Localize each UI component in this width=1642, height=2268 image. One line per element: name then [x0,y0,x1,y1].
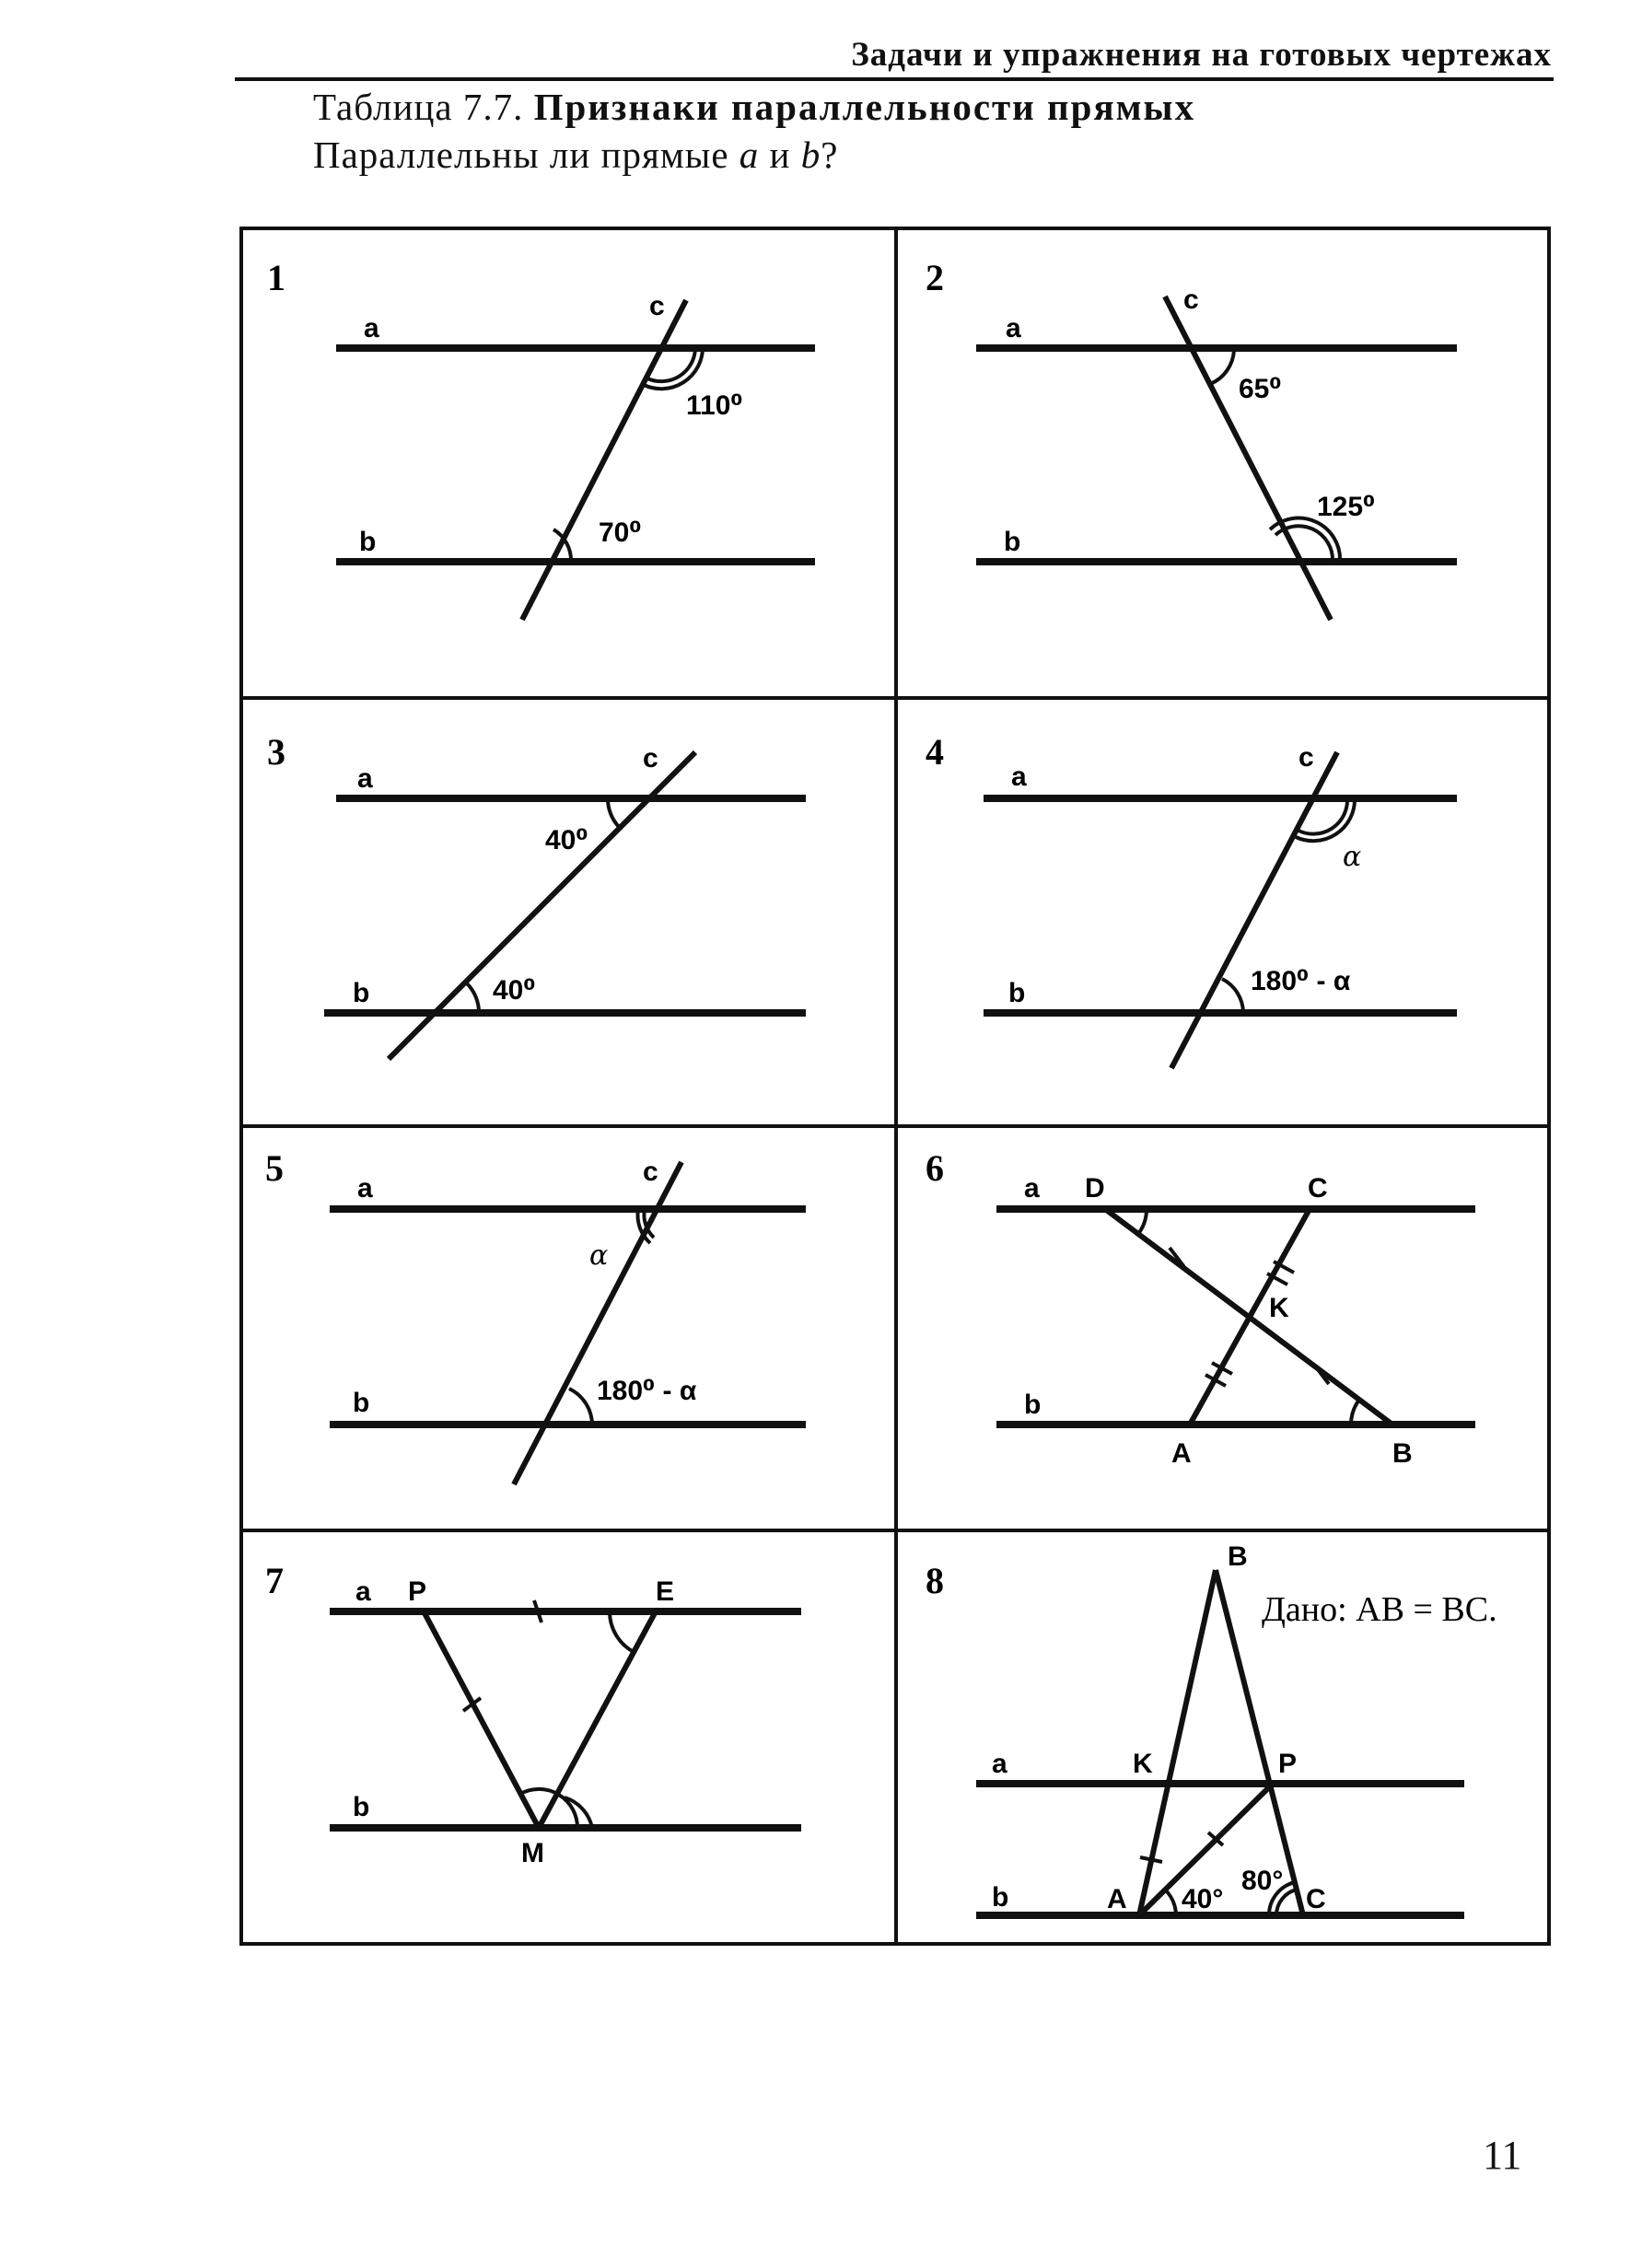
figure-8 [926,1541,1497,1915]
figure-6-angle-arc-b [1351,1400,1359,1425]
figure-6-segment-ca [1190,1209,1310,1425]
figure-6 [926,1147,1475,1469]
figure-8-point-c: C [1306,1884,1326,1914]
figure-8-number: 8 [926,1560,944,1601]
question-line-b: b [800,134,821,176]
figure-8-point-p: P [1278,1749,1298,1779]
figure-3-label-b: b [353,978,370,1008]
figure-1-angle-2: 70⁰ [599,518,642,548]
figure-6-point-d: D [1085,1173,1105,1204]
figure-6-point-b: B [1392,1438,1413,1469]
figure-8-point-k: K [1133,1749,1153,1779]
figure-4-label-b: b [1008,978,1026,1008]
question-line-a: a [739,134,760,176]
figure-7-label-b: b [353,1792,370,1822]
question-suffix: ? [821,134,839,176]
figure-8-label-b: b [992,1882,1009,1913]
question-prefix: Параллельны ли прямые [313,134,729,176]
figure-8-point-a: A [1107,1884,1127,1914]
figure-7-segment-pm [424,1611,539,1828]
figure-6-number: 6 [926,1147,944,1189]
figure-3-label-a: a [357,763,373,794]
figure-2-number: 2 [926,257,944,298]
figure-7-label-a: a [355,1576,371,1607]
figure-4-angle-arc-2 [1222,979,1243,1013]
figure-4-label-a: a [1011,762,1027,792]
running-head: Задачи и упражнения на готовых чертежах [851,36,1552,74]
figure-7-ticks [463,1600,542,1711]
table-frame [241,228,1549,1944]
figure-1-angle-1: 110⁰ [686,390,743,421]
table-heading: Признаки параллельности прямых [533,86,1196,128]
figure-1-label-a: a [364,313,379,343]
question-conj: и [769,134,791,176]
figure-2-label-a: a [1006,313,1021,343]
figure-7-point-m: M [521,1838,544,1868]
figure-7-point-p: P [408,1576,427,1607]
figure-7 [265,1560,801,1868]
figure-6-label-b: b [1024,1390,1042,1420]
figure-5-angle-1: α [589,1239,609,1272]
figure-4 [926,731,1457,1068]
figure-2-label-b: b [1004,527,1021,557]
figure-4-label-c: c [1298,742,1314,773]
figure-2-label-c: c [1183,285,1199,315]
figure-3-label-c: c [643,743,658,773]
figure-3-number: 3 [267,731,285,773]
figure-3-angle-arc-1 [608,798,620,828]
figure-3-angle-2: 40⁰ [493,975,536,1006]
figure-5 [265,1147,806,1484]
figure-2-angle-1: 65⁰ [1239,374,1282,404]
figure-8-tick-ak [1140,1857,1162,1862]
figure-6-point-a: A [1171,1438,1192,1469]
figure-5-label-a: a [357,1173,373,1204]
figure-2-angle-arc-1 [1210,348,1234,384]
page-number: 11 [1483,2133,1522,2178]
figure-1-label-c: c [649,291,665,321]
figure-4-angle-1: α [1343,841,1362,873]
figure-5-number: 5 [265,1147,284,1189]
figure-2-angle-2: 125⁰ [1317,492,1376,522]
figure-8-point-b: B [1228,1541,1248,1572]
figure-6-point-k: K [1269,1293,1289,1323]
figure-5-label-c: c [643,1157,658,1187]
figure-3 [267,731,806,1059]
figure-7-point-e: E [656,1576,675,1607]
figure-8-label-a: a [992,1749,1007,1779]
figure-7-number: 7 [265,1560,284,1601]
figure-1 [267,257,815,620]
figure-5-label-b: b [353,1388,370,1418]
figure-8-given: Дано: AB = BC. [1262,1590,1497,1629]
figure-6-label-a: a [1024,1173,1040,1204]
figure-4-angle-2: 180⁰ - α [1251,966,1351,996]
figure-3-angle-1: 40⁰ [545,825,588,855]
figure-2 [926,257,1457,620]
figure-1-label-b: b [359,527,377,557]
figure-7-angle-arc-e [610,1611,634,1652]
figure-6-point-c: C [1308,1173,1328,1204]
figure-5-angle-arc-2 [569,1389,592,1425]
figure-8-angle-a: 40° [1182,1884,1224,1914]
figure-4-number: 4 [926,731,944,773]
figure-8-angle-c: 80° [1241,1866,1284,1896]
figure-8-segment-ba [1139,1570,1216,1915]
figure-3-angle-arc-2 [467,983,479,1013]
figure-5-angle-2: 180⁰ - α [597,1376,697,1406]
table-label: Таблица 7.7. [313,86,524,128]
figure-8-angle-arc-a [1165,1890,1176,1915]
figure-6-angle-arc-d [1138,1209,1147,1234]
figure-1-number: 1 [267,257,285,298]
